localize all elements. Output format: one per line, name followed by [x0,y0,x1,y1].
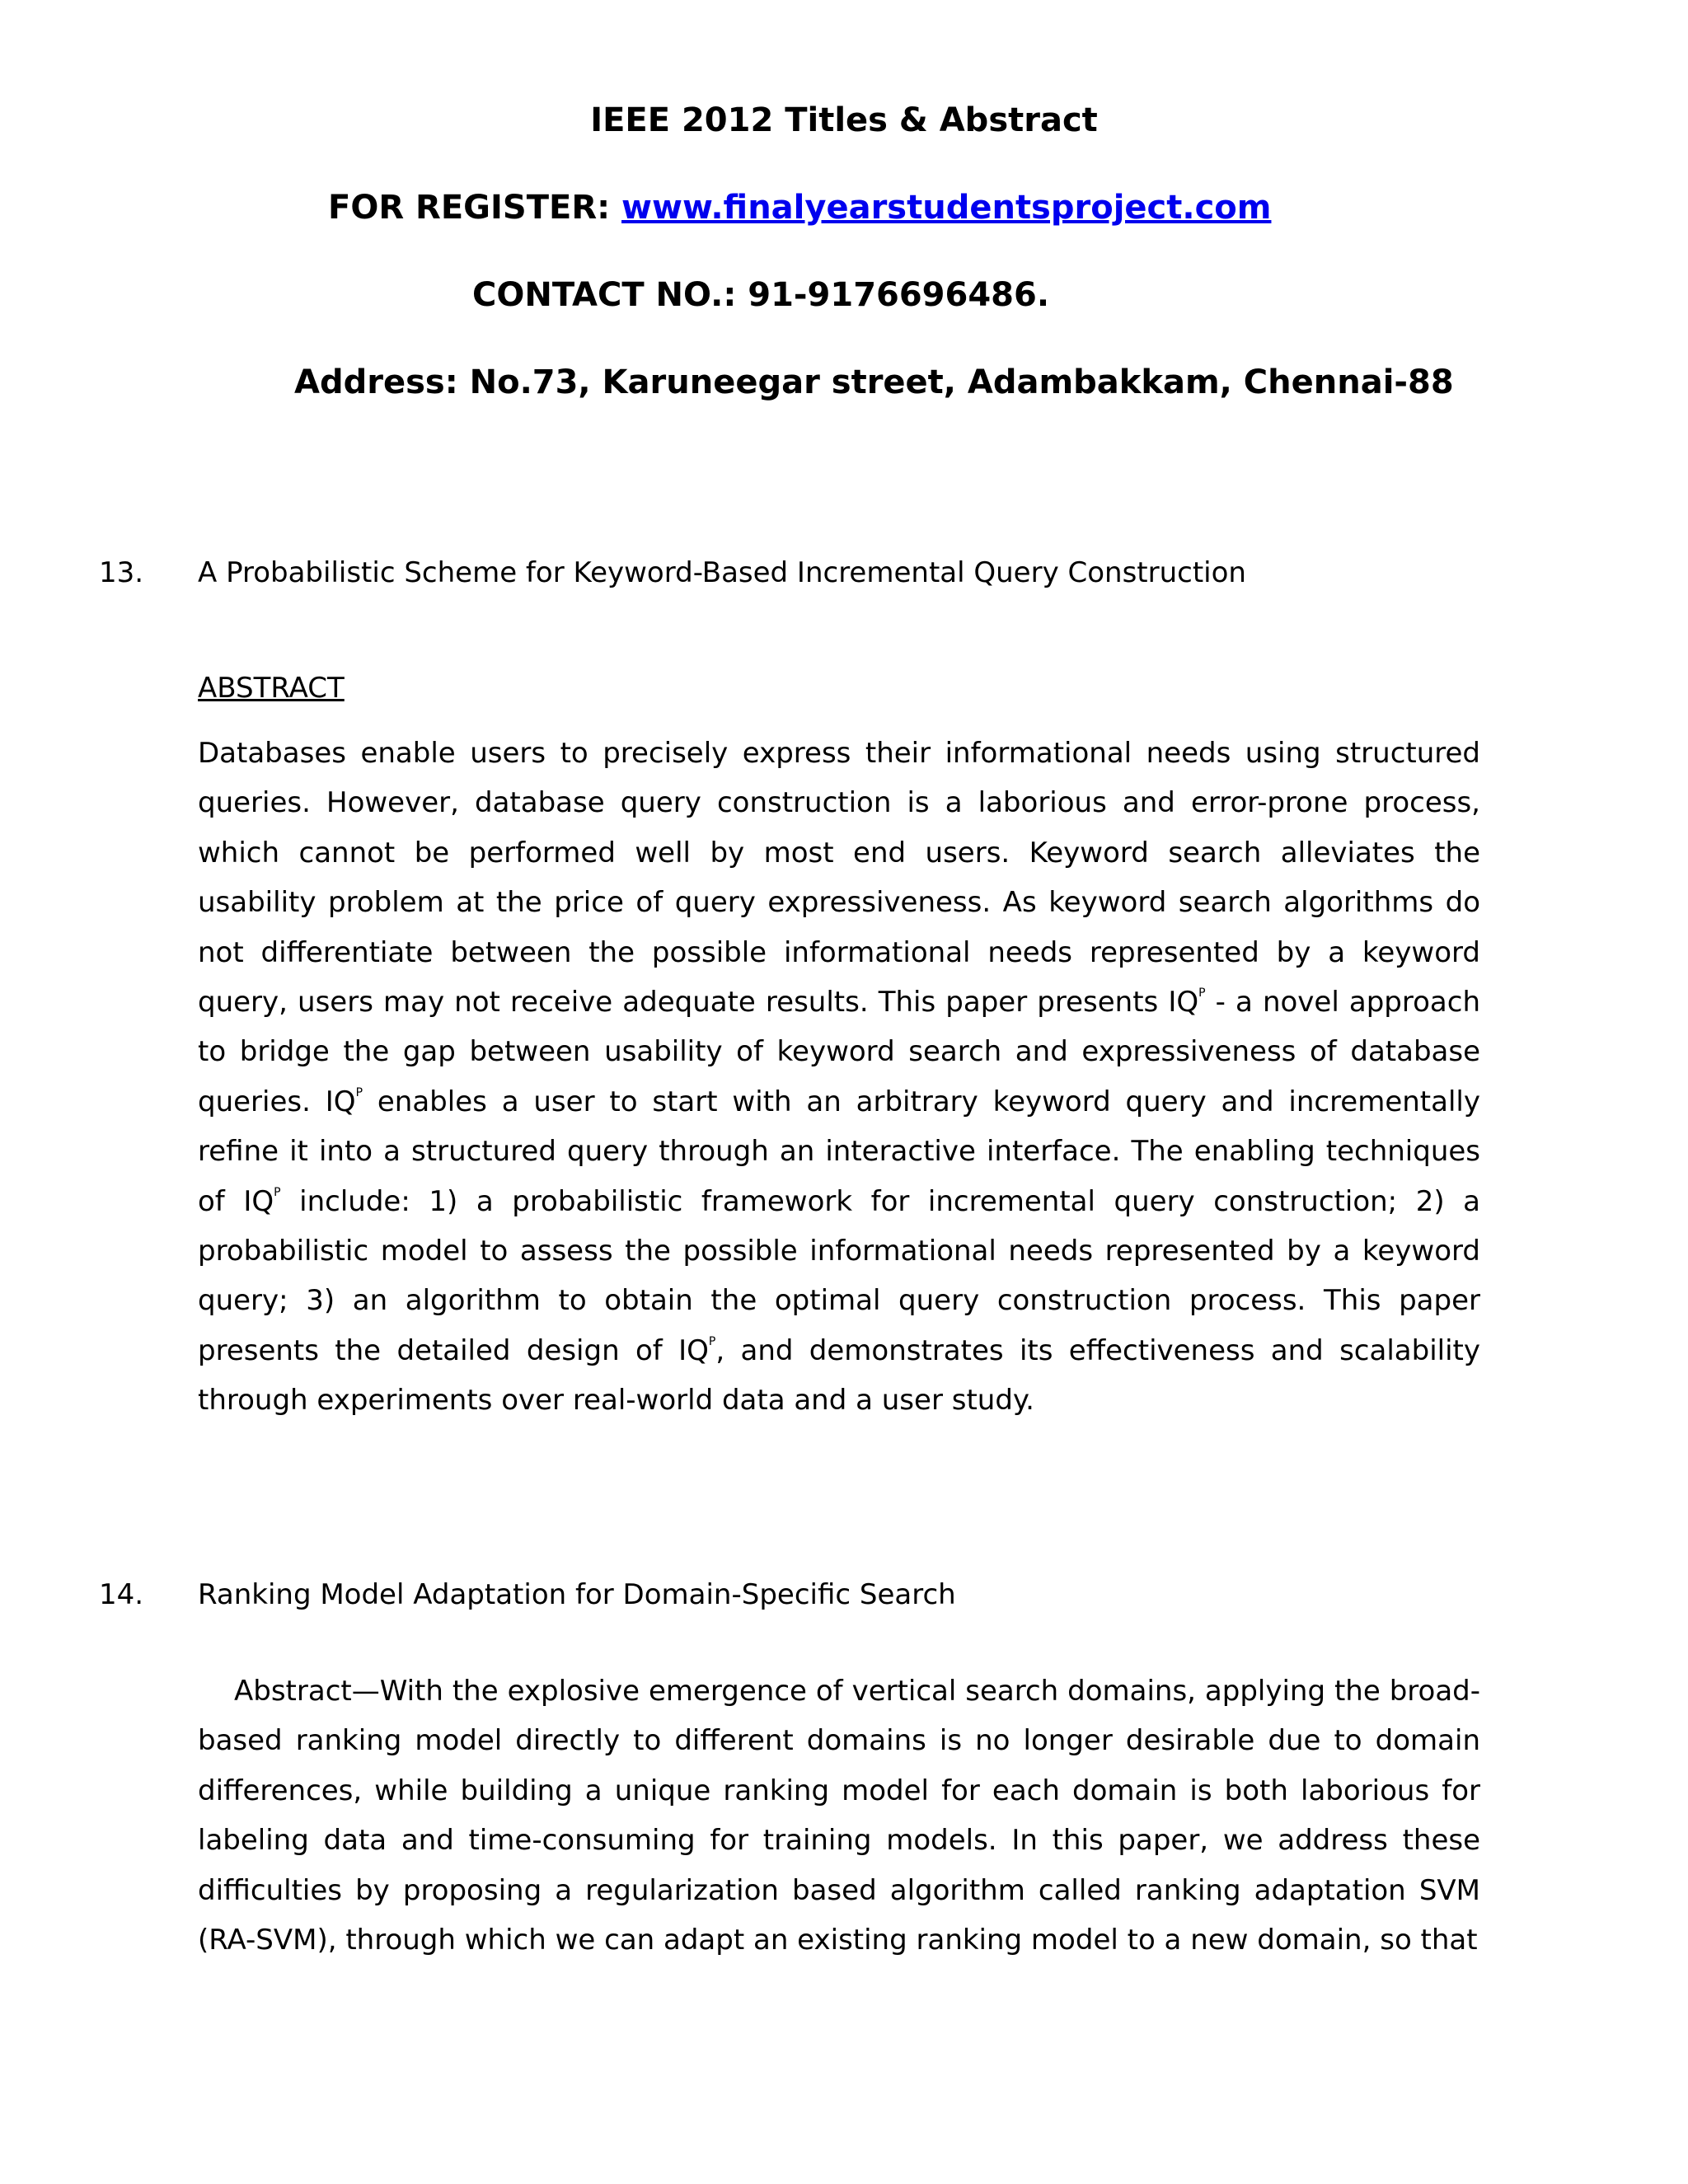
register-link[interactable]: www.finalyearstudentsproject.com [621,189,1272,227]
superscript-p: P [708,1334,716,1348]
abstract-heading: ABSTRACT [198,672,345,705]
section-title: A Probabilistic Scheme for Keyword-Based Incremental Query Construction [198,556,1246,589]
contact-text: CONTACT NO.: 91-9176696486. [472,276,1050,314]
address-text: Address: No.73, Karuneegar street, Adambakkam, Chennai-88 [294,363,1454,401]
title-text: IEEE 2012 Titles & Abstract [590,101,1098,139]
section-number: 14. [99,1578,144,1611]
abstract-text-part2: - a novel approach to bridge the gap between usability of keyword search and expressiveness of database queries. IQ [198,986,1480,1118]
section-title: Ranking Model Adaptation for Domain-Specific Search [198,1578,956,1611]
abstract-text-part3: enables a user to start with an arbitrary keyword query and incrementally refine it into a structured query through an interactive interface. The enabling techniques of IQ [198,1085,1480,1218]
superscript-p: P [274,1185,281,1199]
section-number: 13. [99,556,144,589]
contact-line [472,276,1050,314]
abstract-paragraph [198,729,1480,1426]
superscript-p: P [355,1085,363,1099]
abstract-text-part5: , and demonstrates its effectiveness and scalability through experiments over real-world data and a user study. [198,1333,1480,1418]
address-line [294,363,1454,401]
abstract-paragraph [198,1666,1480,1965]
page-title [0,101,1688,139]
abstract-text: Abstract—With the explosive emergence of vertical search domains, applying the broad-based ranking model directly to different domains is no longer desirable due to domain differences, while building a unique ranking model for each domain is both laborious for labeling data and time-consuming for training models. In this paper, we address these difficulties by proposing a regularization based algorithm called ranking adaptation SVM (RA-SVM), through which we can adapt an existing ranking model to a new domain, so that [198,1675,1480,1957]
abstract-text-part4: include: 1) a probabilistic framework for incremental query construction; 2) a probabilistic model to assess the possible informational needs represented by a keyword query; 3) an algorithm to obtain the optimal query construction process. This paper presents the detailed design of IQ [198,1184,1480,1367]
abstract-text-part1: Databases enable users to precisely express their informational needs using structured queries. However, database query construction is a laborious and error-prone process, which cannot be performed well by most end users. Keyword search alleviates the usability problem at the price of query expressiveness. As keyword search algorithms do not differentiate between the possible informational needs represented by a keyword query, users may not receive adequate results. This paper presents IQ [198,737,1480,1019]
superscript-p: P [1198,987,1206,1001]
register-line [328,189,1272,227]
register-label: FOR REGISTER: [328,189,611,227]
